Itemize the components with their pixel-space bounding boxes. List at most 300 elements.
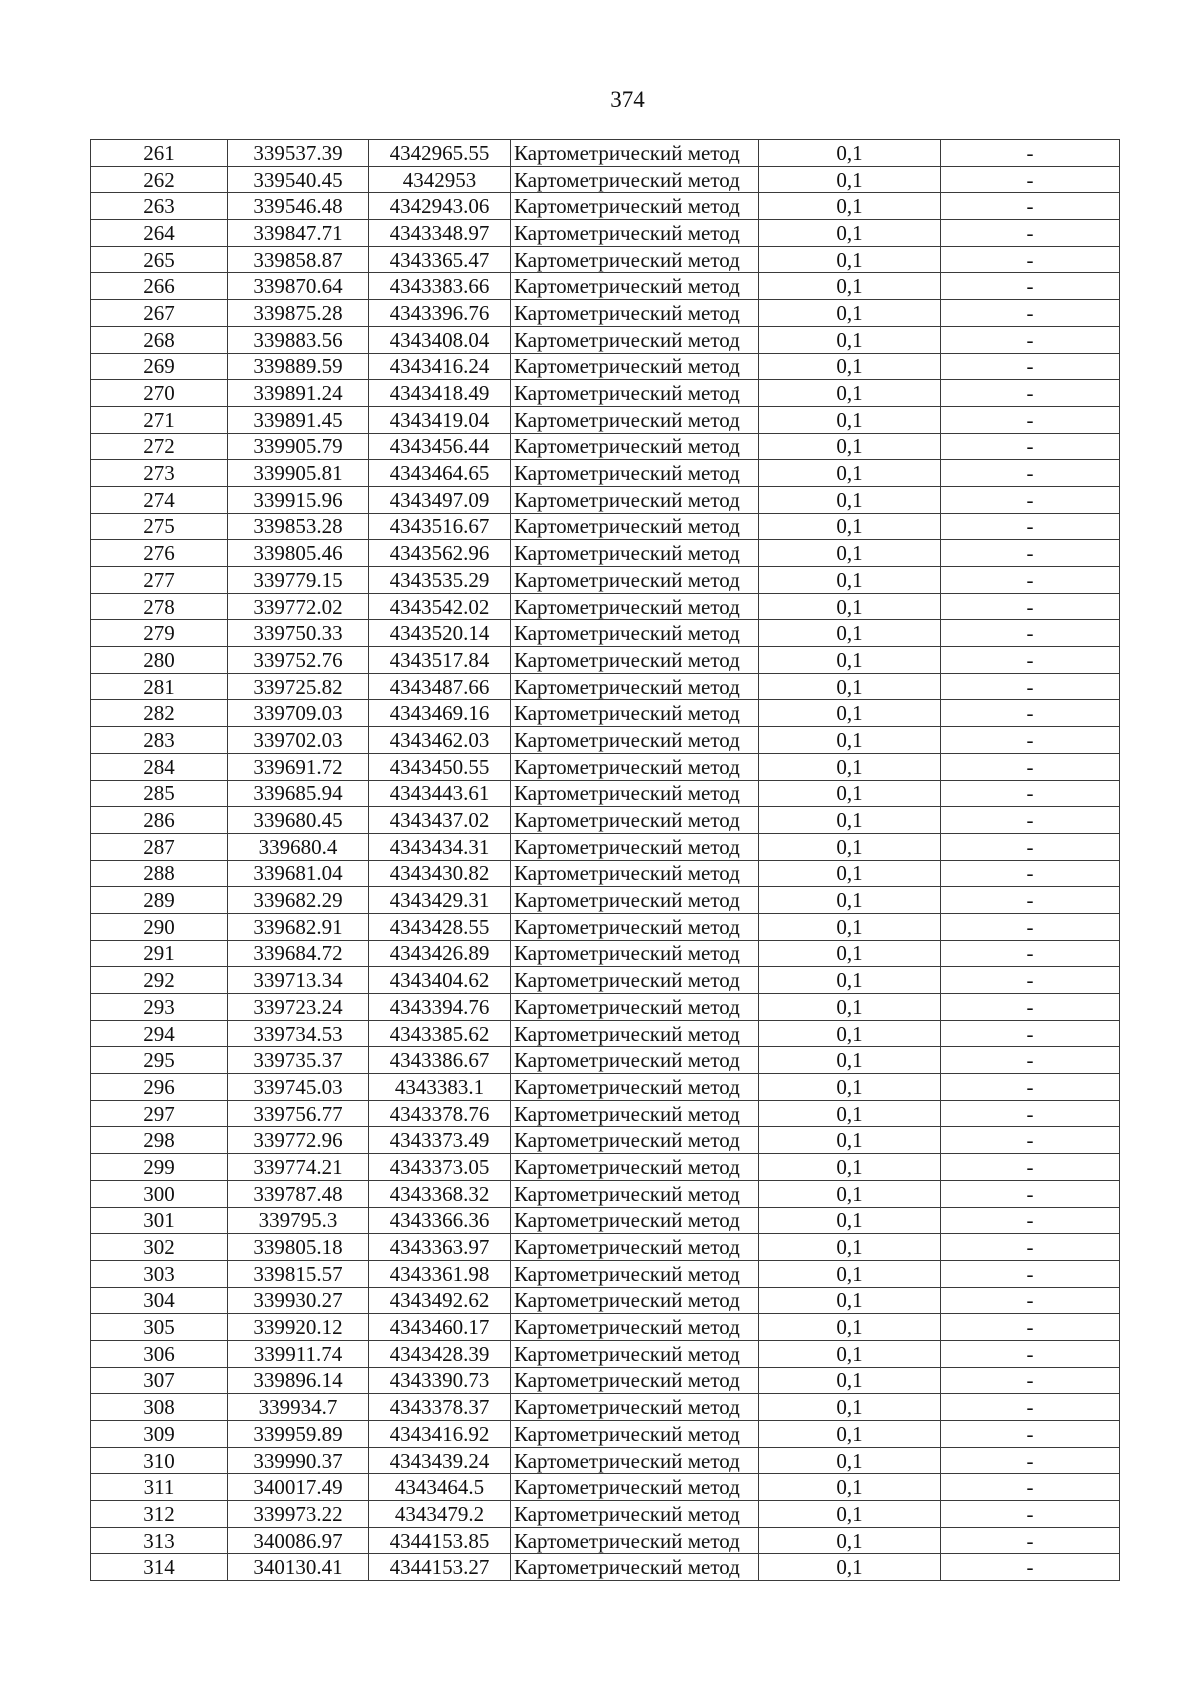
method-cell: Картометрический метод (511, 406, 759, 433)
point-number-cell: 299 (91, 1154, 228, 1181)
extra-cell: - (941, 1501, 1120, 1528)
method-cell: Картометрический метод (511, 780, 759, 807)
method-cell: Картометрический метод (511, 1260, 759, 1287)
x-coordinate-cell: 339853.28 (228, 513, 369, 540)
extra-cell: - (941, 1100, 1120, 1127)
accuracy-cell: 0,1 (759, 887, 941, 914)
table-row (91, 593, 1120, 620)
y-coordinate-cell: 4343361.98 (369, 1260, 511, 1287)
method-cell: Картометрический метод (511, 967, 759, 994)
point-number-cell: 278 (91, 593, 228, 620)
method-cell: Картометрический метод (511, 1074, 759, 1101)
accuracy-cell: 0,1 (759, 486, 941, 513)
accuracy-cell: 0,1 (759, 1074, 941, 1101)
table-row (91, 994, 1120, 1021)
extra-cell: - (941, 1074, 1120, 1101)
point-number-cell: 279 (91, 620, 228, 647)
y-coordinate-cell: 4343469.16 (369, 700, 511, 727)
accuracy-cell: 0,1 (759, 593, 941, 620)
method-cell: Картометрический метод (511, 1287, 759, 1314)
x-coordinate-cell: 339681.04 (228, 860, 369, 887)
y-coordinate-cell: 4343368.32 (369, 1180, 511, 1207)
table-row (91, 673, 1120, 700)
point-number-cell: 286 (91, 807, 228, 834)
extra-cell: - (941, 353, 1120, 380)
extra-cell: - (941, 273, 1120, 300)
y-coordinate-cell: 4343386.67 (369, 1047, 511, 1074)
table-row (91, 1314, 1120, 1341)
y-coordinate-cell: 4344153.85 (369, 1527, 511, 1554)
extra-cell: - (941, 940, 1120, 967)
x-coordinate-cell: 339920.12 (228, 1314, 369, 1341)
x-coordinate-cell: 339723.24 (228, 994, 369, 1021)
table-row (91, 700, 1120, 727)
point-number-cell: 293 (91, 994, 228, 1021)
extra-cell: - (941, 1314, 1120, 1341)
point-number-cell: 312 (91, 1501, 228, 1528)
accuracy-cell: 0,1 (759, 1421, 941, 1448)
coordinates-table-body (91, 140, 1120, 1581)
accuracy-cell: 0,1 (759, 300, 941, 327)
point-number-cell: 271 (91, 406, 228, 433)
x-coordinate-cell: 339774.21 (228, 1154, 369, 1181)
accuracy-cell: 0,1 (759, 1047, 941, 1074)
point-number-cell: 308 (91, 1394, 228, 1421)
method-cell: Картометрический метод (511, 1421, 759, 1448)
x-coordinate-cell: 339805.18 (228, 1234, 369, 1261)
x-coordinate-cell: 339930.27 (228, 1287, 369, 1314)
x-coordinate-cell: 339734.53 (228, 1020, 369, 1047)
table-row (91, 1340, 1120, 1367)
x-coordinate-cell: 339772.96 (228, 1127, 369, 1154)
point-number-cell: 269 (91, 353, 228, 380)
x-coordinate-cell: 339891.24 (228, 380, 369, 407)
point-number-cell: 298 (91, 1127, 228, 1154)
table-row (91, 620, 1120, 647)
extra-cell: - (941, 140, 1120, 167)
table-row (91, 1074, 1120, 1101)
extra-cell: - (941, 246, 1120, 273)
method-cell: Картометрический метод (511, 433, 759, 460)
table-row (91, 833, 1120, 860)
x-coordinate-cell: 339858.87 (228, 246, 369, 273)
accuracy-cell: 0,1 (759, 700, 941, 727)
method-cell: Картометрический метод (511, 1154, 759, 1181)
accuracy-cell: 0,1 (759, 913, 941, 940)
extra-cell: - (941, 913, 1120, 940)
extra-cell: - (941, 326, 1120, 353)
page-number: 374 (610, 87, 645, 112)
table-row (91, 1287, 1120, 1314)
y-coordinate-cell: 4343373.05 (369, 1154, 511, 1181)
table-row (91, 220, 1120, 247)
x-coordinate-cell: 339934.7 (228, 1394, 369, 1421)
extra-cell: - (941, 1047, 1120, 1074)
point-number-cell: 306 (91, 1340, 228, 1367)
method-cell: Картометрический метод (511, 860, 759, 887)
x-coordinate-cell: 339537.39 (228, 140, 369, 167)
accuracy-cell: 0,1 (759, 540, 941, 567)
point-number-cell: 265 (91, 246, 228, 273)
extra-cell: - (941, 460, 1120, 487)
method-cell: Картометрический метод (511, 620, 759, 647)
extra-cell: - (941, 1474, 1120, 1501)
method-cell: Картометрический метод (511, 833, 759, 860)
method-cell: Картометрический метод (511, 326, 759, 353)
table-row (91, 1554, 1120, 1581)
table-row (91, 326, 1120, 353)
method-cell: Картометрический метод (511, 300, 759, 327)
point-number-cell: 283 (91, 727, 228, 754)
point-number-cell: 272 (91, 433, 228, 460)
y-coordinate-cell: 4343520.14 (369, 620, 511, 647)
y-coordinate-cell: 4343487.66 (369, 673, 511, 700)
y-coordinate-cell: 4343464.5 (369, 1474, 511, 1501)
point-number-cell: 288 (91, 860, 228, 887)
extra-cell: - (941, 1234, 1120, 1261)
table-row (91, 940, 1120, 967)
method-cell: Картометрический метод (511, 727, 759, 754)
method-cell: Картометрический метод (511, 1100, 759, 1127)
method-cell: Картометрический метод (511, 540, 759, 567)
table-row (91, 860, 1120, 887)
table-row (91, 1394, 1120, 1421)
method-cell: Картометрический метод (511, 887, 759, 914)
extra-cell: - (941, 193, 1120, 220)
method-cell: Картометрический метод (511, 994, 759, 1021)
extra-cell: - (941, 486, 1120, 513)
accuracy-cell: 0,1 (759, 353, 941, 380)
extra-cell: - (941, 513, 1120, 540)
table-row (91, 300, 1120, 327)
accuracy-cell: 0,1 (759, 433, 941, 460)
extra-cell: - (941, 1394, 1120, 1421)
y-coordinate-cell: 4343348.97 (369, 220, 511, 247)
accuracy-cell: 0,1 (759, 1154, 941, 1181)
point-number-cell: 309 (91, 1421, 228, 1448)
y-coordinate-cell: 4344153.27 (369, 1554, 511, 1581)
extra-cell: - (941, 593, 1120, 620)
x-coordinate-cell: 339915.96 (228, 486, 369, 513)
accuracy-cell: 0,1 (759, 833, 941, 860)
method-cell: Картометрический метод (511, 940, 759, 967)
y-coordinate-cell: 4343516.67 (369, 513, 511, 540)
y-coordinate-cell: 4343419.04 (369, 406, 511, 433)
extra-cell: - (941, 860, 1120, 887)
extra-cell: - (941, 647, 1120, 674)
y-coordinate-cell: 4343418.49 (369, 380, 511, 407)
extra-cell: - (941, 433, 1120, 460)
table-row (91, 1100, 1120, 1127)
x-coordinate-cell: 340017.49 (228, 1474, 369, 1501)
table-row (91, 1474, 1120, 1501)
accuracy-cell: 0,1 (759, 1394, 941, 1421)
point-number-cell: 301 (91, 1207, 228, 1234)
coordinates-table (90, 139, 1120, 1581)
x-coordinate-cell: 339795.3 (228, 1207, 369, 1234)
y-coordinate-cell: 4343390.73 (369, 1367, 511, 1394)
accuracy-cell: 0,1 (759, 1501, 941, 1528)
y-coordinate-cell: 4343450.55 (369, 753, 511, 780)
y-coordinate-cell: 4343408.04 (369, 326, 511, 353)
extra-cell: - (941, 1154, 1120, 1181)
extra-cell: - (941, 1180, 1120, 1207)
table-row (91, 1367, 1120, 1394)
y-coordinate-cell: 4343492.62 (369, 1287, 511, 1314)
y-coordinate-cell: 4342965.55 (369, 140, 511, 167)
accuracy-cell: 0,1 (759, 1100, 941, 1127)
extra-cell: - (941, 567, 1120, 594)
accuracy-cell: 0,1 (759, 273, 941, 300)
x-coordinate-cell: 339883.56 (228, 326, 369, 353)
accuracy-cell: 0,1 (759, 1314, 941, 1341)
x-coordinate-cell: 339990.37 (228, 1447, 369, 1474)
y-coordinate-cell: 4343437.02 (369, 807, 511, 834)
x-coordinate-cell: 339702.03 (228, 727, 369, 754)
point-number-cell: 285 (91, 780, 228, 807)
accuracy-cell: 0,1 (759, 1260, 941, 1287)
table-row (91, 273, 1120, 300)
method-cell: Картометрический метод (511, 273, 759, 300)
y-coordinate-cell: 4343430.82 (369, 860, 511, 887)
method-cell: Картометрический метод (511, 220, 759, 247)
table-row (91, 1447, 1120, 1474)
extra-cell: - (941, 887, 1120, 914)
point-number-cell: 282 (91, 700, 228, 727)
table-row (91, 1501, 1120, 1528)
x-coordinate-cell: 340086.97 (228, 1527, 369, 1554)
extra-cell: - (941, 1260, 1120, 1287)
method-cell: Картометрический метод (511, 1234, 759, 1261)
table-row (91, 246, 1120, 273)
method-cell: Картометрический метод (511, 647, 759, 674)
point-number-cell: 294 (91, 1020, 228, 1047)
extra-cell: - (941, 1020, 1120, 1047)
point-number-cell: 302 (91, 1234, 228, 1261)
y-coordinate-cell: 4343383.66 (369, 273, 511, 300)
point-number-cell: 273 (91, 460, 228, 487)
accuracy-cell: 0,1 (759, 1447, 941, 1474)
method-cell: Картометрический метод (511, 1447, 759, 1474)
point-number-cell: 313 (91, 1527, 228, 1554)
extra-cell: - (941, 1554, 1120, 1581)
point-number-cell: 270 (91, 380, 228, 407)
x-coordinate-cell: 339889.59 (228, 353, 369, 380)
extra-cell: - (941, 1207, 1120, 1234)
table-row (91, 753, 1120, 780)
y-coordinate-cell: 4343439.24 (369, 1447, 511, 1474)
y-coordinate-cell: 4343462.03 (369, 727, 511, 754)
accuracy-cell: 0,1 (759, 1180, 941, 1207)
extra-cell: - (941, 540, 1120, 567)
method-cell: Картометрический метод (511, 1554, 759, 1581)
x-coordinate-cell: 339685.94 (228, 780, 369, 807)
table-row (91, 1127, 1120, 1154)
x-coordinate-cell: 339896.14 (228, 1367, 369, 1394)
x-coordinate-cell: 339787.48 (228, 1180, 369, 1207)
method-cell: Картометрический метод (511, 1047, 759, 1074)
method-cell: Картометрический метод (511, 1474, 759, 1501)
extra-cell: - (941, 1127, 1120, 1154)
x-coordinate-cell: 339973.22 (228, 1501, 369, 1528)
accuracy-cell: 0,1 (759, 1127, 941, 1154)
extra-cell: - (941, 807, 1120, 834)
method-cell: Картометрический метод (511, 1367, 759, 1394)
y-coordinate-cell: 4343428.55 (369, 913, 511, 940)
x-coordinate-cell: 339875.28 (228, 300, 369, 327)
point-number-cell: 261 (91, 140, 228, 167)
y-coordinate-cell: 4343464.65 (369, 460, 511, 487)
x-coordinate-cell: 339709.03 (228, 700, 369, 727)
table-row (91, 1421, 1120, 1448)
y-coordinate-cell: 4343443.61 (369, 780, 511, 807)
accuracy-cell: 0,1 (759, 1474, 941, 1501)
point-number-cell: 266 (91, 273, 228, 300)
x-coordinate-cell: 339680.4 (228, 833, 369, 860)
extra-cell: - (941, 166, 1120, 193)
method-cell: Картометрический метод (511, 486, 759, 513)
accuracy-cell: 0,1 (759, 406, 941, 433)
x-coordinate-cell: 339779.15 (228, 567, 369, 594)
point-number-cell: 295 (91, 1047, 228, 1074)
table-row (91, 513, 1120, 540)
point-number-cell: 289 (91, 887, 228, 914)
y-coordinate-cell: 4343460.17 (369, 1314, 511, 1341)
table-row (91, 1047, 1120, 1074)
x-coordinate-cell: 339546.48 (228, 193, 369, 220)
point-number-cell: 291 (91, 940, 228, 967)
accuracy-cell: 0,1 (759, 166, 941, 193)
table-row (91, 140, 1120, 167)
accuracy-cell: 0,1 (759, 326, 941, 353)
extra-cell: - (941, 380, 1120, 407)
method-cell: Картометрический метод (511, 513, 759, 540)
accuracy-cell: 0,1 (759, 647, 941, 674)
y-coordinate-cell: 4343426.89 (369, 940, 511, 967)
point-number-cell: 310 (91, 1447, 228, 1474)
y-coordinate-cell: 4343456.44 (369, 433, 511, 460)
method-cell: Картометрический метод (511, 1394, 759, 1421)
extra-cell: - (941, 1287, 1120, 1314)
table-row (91, 1234, 1120, 1261)
table-row (91, 486, 1120, 513)
point-number-cell: 287 (91, 833, 228, 860)
extra-cell: - (941, 620, 1120, 647)
table-row (91, 193, 1120, 220)
point-number-cell: 305 (91, 1314, 228, 1341)
point-number-cell: 276 (91, 540, 228, 567)
y-coordinate-cell: 4343434.31 (369, 833, 511, 860)
table-row (91, 1180, 1120, 1207)
table-row (91, 780, 1120, 807)
extra-cell: - (941, 1447, 1120, 1474)
x-coordinate-cell: 339905.79 (228, 433, 369, 460)
extra-cell: - (941, 780, 1120, 807)
y-coordinate-cell: 4343416.92 (369, 1421, 511, 1448)
x-coordinate-cell: 339725.82 (228, 673, 369, 700)
x-coordinate-cell: 339745.03 (228, 1074, 369, 1101)
y-coordinate-cell: 4343416.24 (369, 353, 511, 380)
accuracy-cell: 0,1 (759, 673, 941, 700)
accuracy-cell: 0,1 (759, 967, 941, 994)
y-coordinate-cell: 4343542.02 (369, 593, 511, 620)
extra-cell: - (941, 300, 1120, 327)
extra-cell: - (941, 967, 1120, 994)
accuracy-cell: 0,1 (759, 1207, 941, 1234)
point-number-cell: 262 (91, 166, 228, 193)
extra-cell: - (941, 727, 1120, 754)
table-row (91, 406, 1120, 433)
extra-cell: - (941, 833, 1120, 860)
y-coordinate-cell: 4343562.96 (369, 540, 511, 567)
accuracy-cell: 0,1 (759, 994, 941, 1021)
method-cell: Картометрический метод (511, 700, 759, 727)
y-coordinate-cell: 4343517.84 (369, 647, 511, 674)
method-cell: Картометрический метод (511, 166, 759, 193)
y-coordinate-cell: 4343429.31 (369, 887, 511, 914)
point-number-cell: 296 (91, 1074, 228, 1101)
y-coordinate-cell: 4342943.06 (369, 193, 511, 220)
y-coordinate-cell: 4343479.2 (369, 1501, 511, 1528)
x-coordinate-cell: 339905.81 (228, 460, 369, 487)
extra-cell: - (941, 673, 1120, 700)
extra-cell: - (941, 406, 1120, 433)
table-row (91, 727, 1120, 754)
y-coordinate-cell: 4343394.76 (369, 994, 511, 1021)
x-coordinate-cell: 339891.45 (228, 406, 369, 433)
method-cell: Картометрический метод (511, 1020, 759, 1047)
accuracy-cell: 0,1 (759, 513, 941, 540)
table-row (91, 913, 1120, 940)
extra-cell: - (941, 1421, 1120, 1448)
method-cell: Картометрический метод (511, 913, 759, 940)
extra-cell: - (941, 700, 1120, 727)
y-coordinate-cell: 4343383.1 (369, 1074, 511, 1101)
x-coordinate-cell: 339713.34 (228, 967, 369, 994)
extra-cell: - (941, 1527, 1120, 1554)
x-coordinate-cell: 339750.33 (228, 620, 369, 647)
table-row (91, 433, 1120, 460)
method-cell: Картометрический метод (511, 193, 759, 220)
point-number-cell: 314 (91, 1554, 228, 1581)
accuracy-cell: 0,1 (759, 380, 941, 407)
method-cell: Картометрический метод (511, 1127, 759, 1154)
extra-cell: - (941, 1367, 1120, 1394)
point-number-cell: 307 (91, 1367, 228, 1394)
y-coordinate-cell: 4343497.09 (369, 486, 511, 513)
x-coordinate-cell: 339540.45 (228, 166, 369, 193)
table-row (91, 353, 1120, 380)
method-cell: Картометрический метод (511, 753, 759, 780)
accuracy-cell: 0,1 (759, 1234, 941, 1261)
table-row (91, 380, 1120, 407)
point-number-cell: 290 (91, 913, 228, 940)
table-row (91, 1154, 1120, 1181)
accuracy-cell: 0,1 (759, 940, 941, 967)
table-row (91, 807, 1120, 834)
x-coordinate-cell: 339680.45 (228, 807, 369, 834)
point-number-cell: 297 (91, 1100, 228, 1127)
point-number-cell: 292 (91, 967, 228, 994)
table-row (91, 540, 1120, 567)
method-cell: Картометрический метод (511, 1207, 759, 1234)
method-cell: Картометрический метод (511, 1527, 759, 1554)
point-number-cell: 281 (91, 673, 228, 700)
point-number-cell: 303 (91, 1260, 228, 1287)
point-number-cell: 277 (91, 567, 228, 594)
x-coordinate-cell: 339870.64 (228, 273, 369, 300)
x-coordinate-cell: 339752.76 (228, 647, 369, 674)
